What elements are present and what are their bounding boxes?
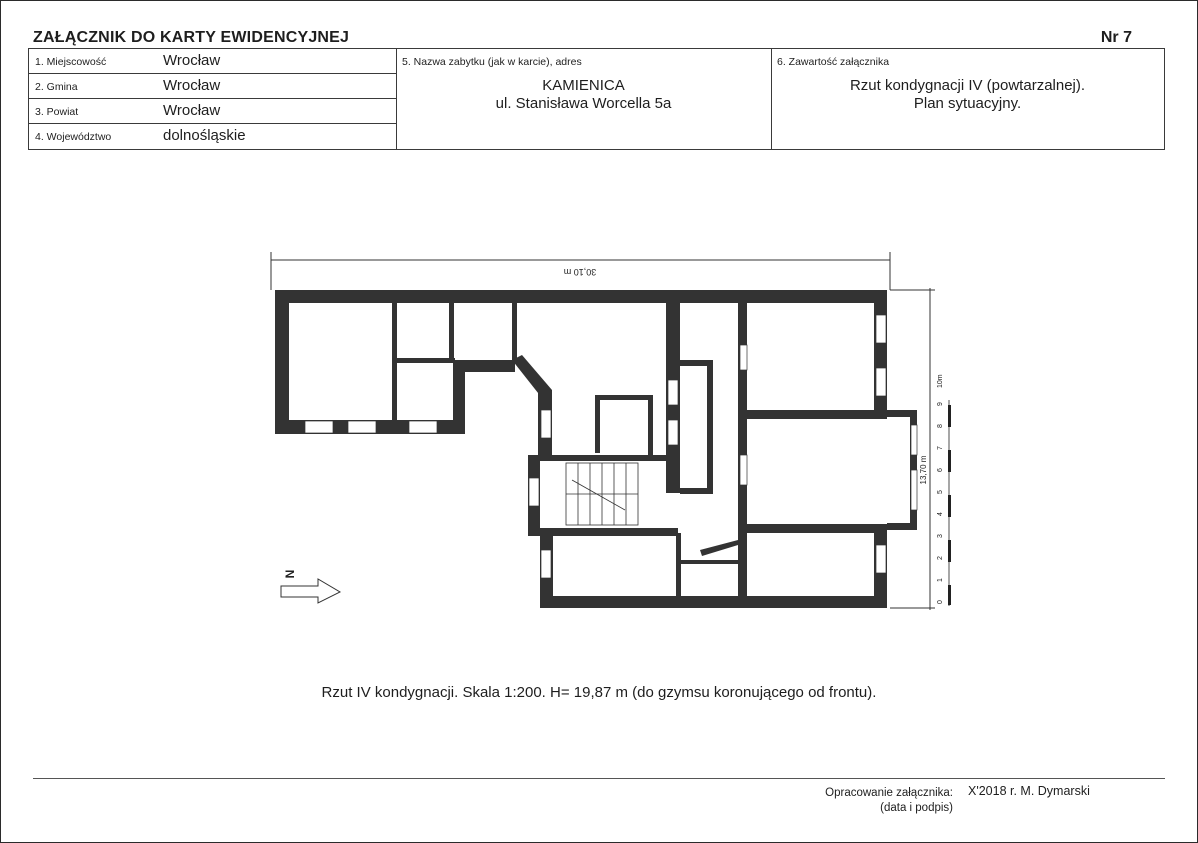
- north-label: N: [283, 569, 297, 579]
- scale-tick-label: 1: [937, 578, 944, 582]
- field-row-voivodeship: [29, 124, 396, 149]
- prepared-by-value: X'2018 r. M. Dymarski: [968, 784, 1090, 798]
- field-row-county: [29, 99, 396, 124]
- scale-tick-label: 7: [937, 446, 944, 450]
- footer-divider: [33, 778, 1165, 779]
- monument-name: KAMIENICA: [542, 77, 625, 94]
- prepared-by-line2: (data i podpis): [880, 802, 953, 814]
- floor-plan-drawing: [265, 250, 965, 620]
- staircase: [566, 463, 638, 525]
- field-label: 4. Województwo: [35, 131, 112, 143]
- scale-tick-label: 0: [937, 600, 944, 604]
- width-dimension-label: 30,10 m: [563, 267, 597, 277]
- scale-tick-label: 9: [937, 402, 944, 406]
- scale-tick-label: 6: [937, 468, 944, 472]
- field-label: 2. Gmina: [35, 81, 78, 93]
- contents-cell: [771, 49, 1164, 149]
- monument-cell: [396, 49, 772, 149]
- prepared-by-label: [800, 786, 953, 816]
- scale-tick-label: 4: [937, 512, 944, 516]
- scale-bar: [948, 400, 951, 606]
- field-value: Wrocław: [163, 77, 221, 94]
- north-arrow-icon: [281, 579, 340, 603]
- attachment-number: Nr 7: [1100, 29, 1132, 46]
- contents-label: 6. Zawartość załącznika: [777, 56, 890, 68]
- field-value: Wrocław: [163, 102, 221, 119]
- info-table: [28, 48, 1165, 150]
- walls: [275, 290, 917, 608]
- field-value: dolnośląskie: [163, 127, 246, 144]
- document-title: ZAŁĄCZNIK DO KARTY EWIDENCYJNEJ: [33, 29, 350, 46]
- monument-label: 5. Nazwa zabytku (jak w karcie), adres: [402, 56, 582, 68]
- prepared-by-line1: Opracowanie załącznika:: [825, 787, 953, 799]
- scale-labels: [937, 374, 944, 604]
- depth-dimension-label: 13,70 m: [919, 455, 928, 485]
- field-value: Wrocław: [163, 52, 221, 69]
- scale-tick-label: 10m: [937, 374, 944, 388]
- contents-line1: Rzut kondygnacji IV (powtarzalnej).: [849, 77, 1086, 94]
- scale-tick-label: 5: [937, 490, 944, 494]
- field-row-commune: [29, 74, 396, 99]
- monument-address: ul. Stanisława Worcella 5a: [495, 95, 672, 112]
- scale-tick-label: 8: [937, 424, 944, 428]
- field-label: 1. Miejscowość: [35, 56, 107, 68]
- location-fields: [29, 49, 397, 149]
- scale-tick-label: 2: [937, 556, 944, 560]
- plan-caption: Rzut IV kondygnacji. Skala 1:200. H= 19,87 m (do gzymsu koronującego od frontu).: [321, 684, 877, 701]
- field-row-locality: [29, 49, 396, 74]
- contents-line2: Plan sytuacyjny.: [913, 95, 1022, 112]
- field-label: 3. Powiat: [35, 106, 79, 118]
- scale-tick-label: 3: [937, 534, 944, 538]
